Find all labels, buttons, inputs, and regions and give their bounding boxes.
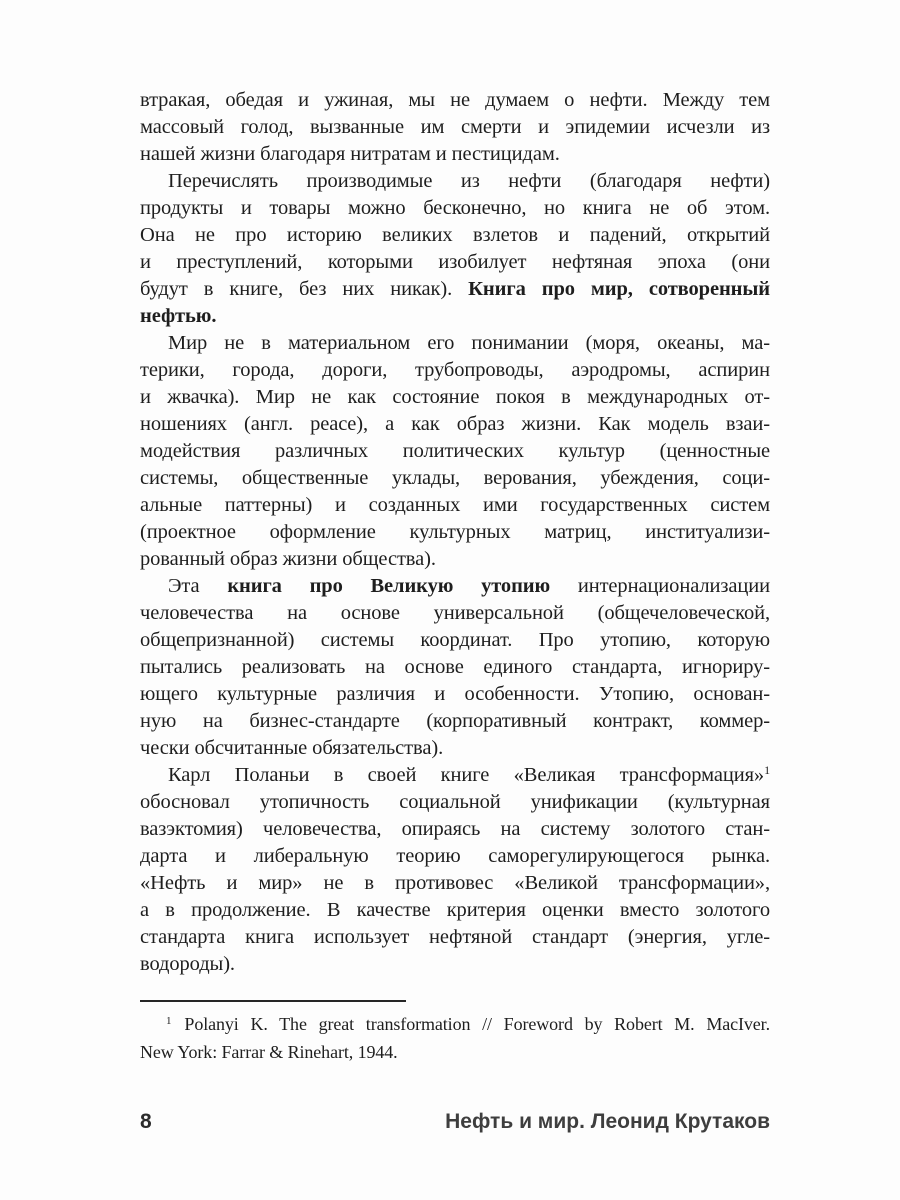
- text-line: дарта и либеральную теорию саморегулирующегося рынка.: [140, 845, 770, 867]
- text-line: водороды).: [140, 953, 235, 975]
- footnote-section: [140, 1000, 770, 1066]
- footnote-reference-marker: 1: [166, 1015, 172, 1027]
- text-line: общепризнанной) системы координат. Про утопию, которую: [140, 629, 770, 651]
- text-line: системы, общественные уклады, верования, убеждения, соци-: [140, 467, 770, 489]
- text-line: Перечислять производимые из нефти (благодаря нефти): [168, 170, 770, 192]
- paragraph: [140, 330, 770, 573]
- text-line: Карл Поланьи в своей книге «Великая трансформация»$^1$: [168, 763, 770, 786]
- text-line: Она не про историю великих взлетов и падений, открытий: [140, 224, 770, 246]
- page-number: 8: [140, 1110, 152, 1133]
- text-line: модействия различных политических культур (ценностные: [140, 440, 770, 462]
- text-line: и жвачка). Мир не как состояние покоя в международных от-: [140, 386, 770, 408]
- text-line: и преступлений, которыми изобилует нефтяная эпоха (они: [140, 251, 770, 273]
- text-line: (проектное оформление культурных матриц, институализи-: [140, 521, 770, 543]
- text-line: ную на бизнес-стандарте (корпоративный контракт, коммер-: [140, 710, 770, 732]
- text-line: Эта книга про Великую утопию интернационализации: [168, 575, 770, 597]
- text-line: продукты и товары можно бесконечно, но книга не об этом.: [140, 197, 770, 219]
- footnote-host: [140, 1010, 770, 1066]
- footnote-separator: [140, 1000, 406, 1002]
- text-line: чески обсчитанные обязательства).: [140, 737, 444, 759]
- text-line: «Нефть и мир» не в противовес «Великой трансформации»,: [140, 872, 770, 894]
- text-line: нефтью.: [140, 305, 217, 327]
- text-line: обосновал утопичность социальной унификации (культурная: [140, 791, 770, 813]
- paragraph: [140, 168, 770, 330]
- text-line: втракая, обедая и ужиная, мы не думаем о нефти. Между тем: [140, 89, 770, 111]
- footnote-line: New York: Farrar & Rinehart, 1944.: [140, 1042, 398, 1062]
- text-line: а в продолжение. В качестве критерия оценки вместо золотого: [140, 899, 770, 921]
- text-line: Мир не в материальном его понимании (моря, океаны, ма-: [168, 332, 770, 354]
- text-line: пытались реализовать на основе единого стандарта, игнориру-: [140, 656, 770, 678]
- text-line: рованный образ жизни общества).: [140, 548, 436, 570]
- text-line: массовый голод, вызванные им смерти и эпидемии исчезли из: [140, 116, 770, 138]
- text-line: ношениях (англ. peace), а как образ жизни. Как модель взаи-: [140, 413, 770, 435]
- text-line: альные паттерны) и созданных ими государственных систем: [140, 494, 770, 516]
- footnote-reference-marker: 1: [764, 763, 770, 777]
- text-line: ющего культурные различия и особенности. Утопию, основан-: [140, 683, 770, 705]
- page-footer: [140, 1110, 770, 1134]
- running-title: Нефть и мир. Леонид Крутаков: [445, 1110, 770, 1133]
- text-line: будут в книге, без них никак). Книга про мир, сотворенный: [140, 278, 770, 300]
- text-line: терики, города, дороги, трубопроводы, аэродромы, аспирин: [140, 359, 770, 381]
- text-line: стандарта книга использует нефтяной стандарт (энергия, угле-: [140, 926, 770, 948]
- text-line: человечества на основе универсальной (общечеловеческой,: [140, 602, 770, 624]
- paragraph: [140, 762, 770, 978]
- text-line: вазэктомия) человечества, опираясь на систему золотого стан-: [140, 818, 770, 840]
- paragraph: [140, 87, 770, 168]
- body-text: [140, 87, 770, 978]
- text-line: нашей жизни благодаря нитратам и пестицидам.: [140, 143, 560, 165]
- paragraph: [140, 573, 770, 762]
- footnote-line: $^1$ Polanyi K. The great transformation // Foreword by Robert M. MacIver.: [166, 1014, 770, 1034]
- paragraph: [140, 1010, 770, 1066]
